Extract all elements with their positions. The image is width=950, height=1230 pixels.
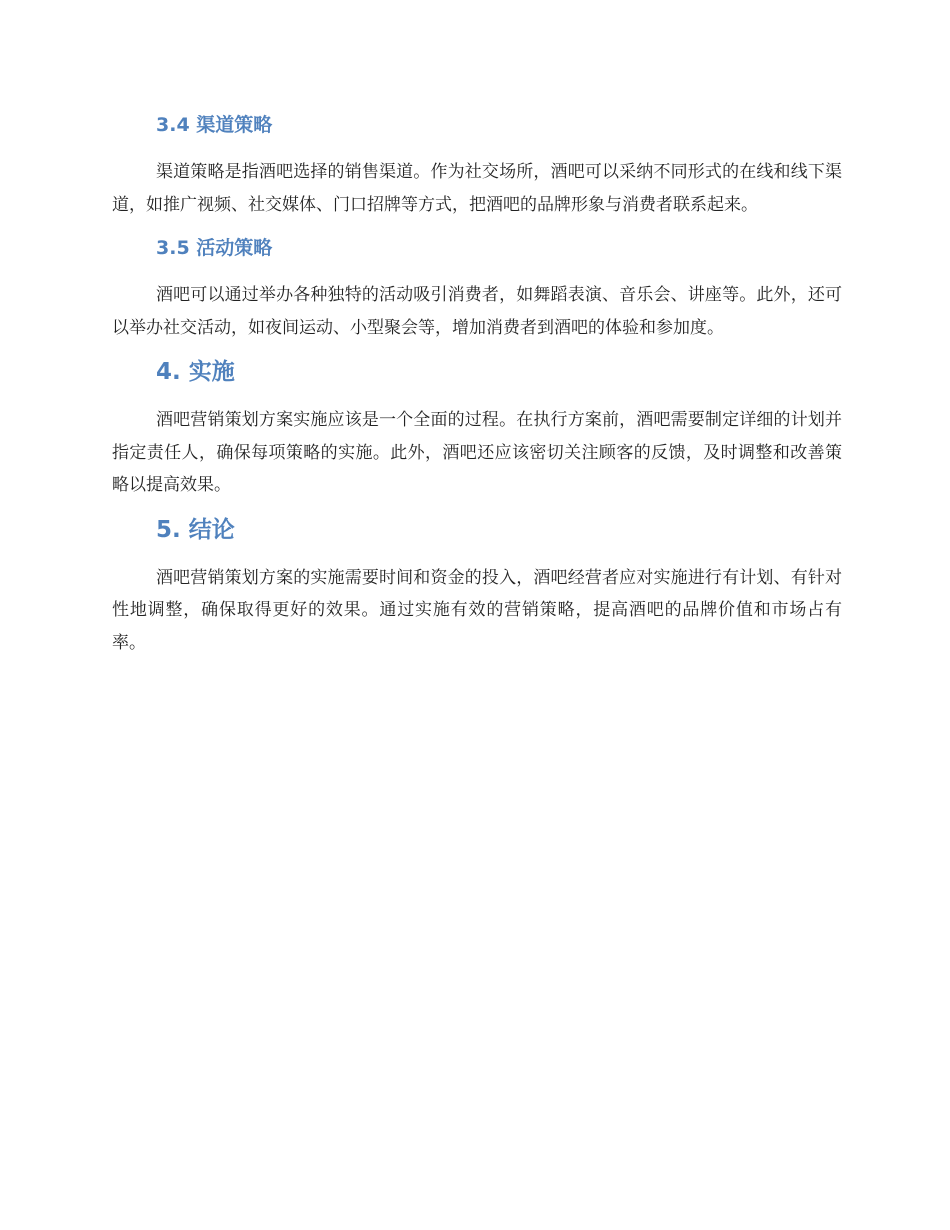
document-content: [112, 108, 842, 669]
section-heading-3-5: 3.5 活动策略: [156, 237, 273, 259]
section-paragraph-3-4: 渠道策略是指酒吧选择的销售渠道。作为社交场所，酒吧可以采纳不同形式的在线和线下渠道，如推广视频、社交媒体、门口招牌等方式，把酒吧的品牌形象与消费者联系起来。: [112, 162, 842, 215]
section-heading-5: 5. 结论: [156, 516, 235, 543]
section-heading-4: 4. 实施: [156, 359, 235, 385]
section-paragraph-4: 酒吧营销策划方案实施应该是一个全面的过程。在执行方案前，酒吧需要制定详细的计划并指定责任人，确保每项策略的实施。此外，酒吧还应该密切关注顾客的反馈，及时调整和改善策略以提高效果。: [112, 410, 842, 495]
section-paragraph-5: 酒吧营销策划方案的实施需要时间和资金的投入，酒吧经营者应对实施进行有计划、有针对性地调整，确保取得更好的效果。通过实施有效的营销策略，提高酒吧的品牌价值和市场占有率。: [112, 567, 842, 653]
section-heading-3-4: 3.4 渠道策略: [156, 114, 273, 136]
section-paragraph-3-5: 酒吧可以通过举办各种独特的活动吸引消费者，如舞蹈表演、音乐会、讲座等。此外，还可以举办社交活动，如夜间运动、小型聚会等，增加消费者到酒吧的体验和参加度。: [112, 285, 842, 338]
